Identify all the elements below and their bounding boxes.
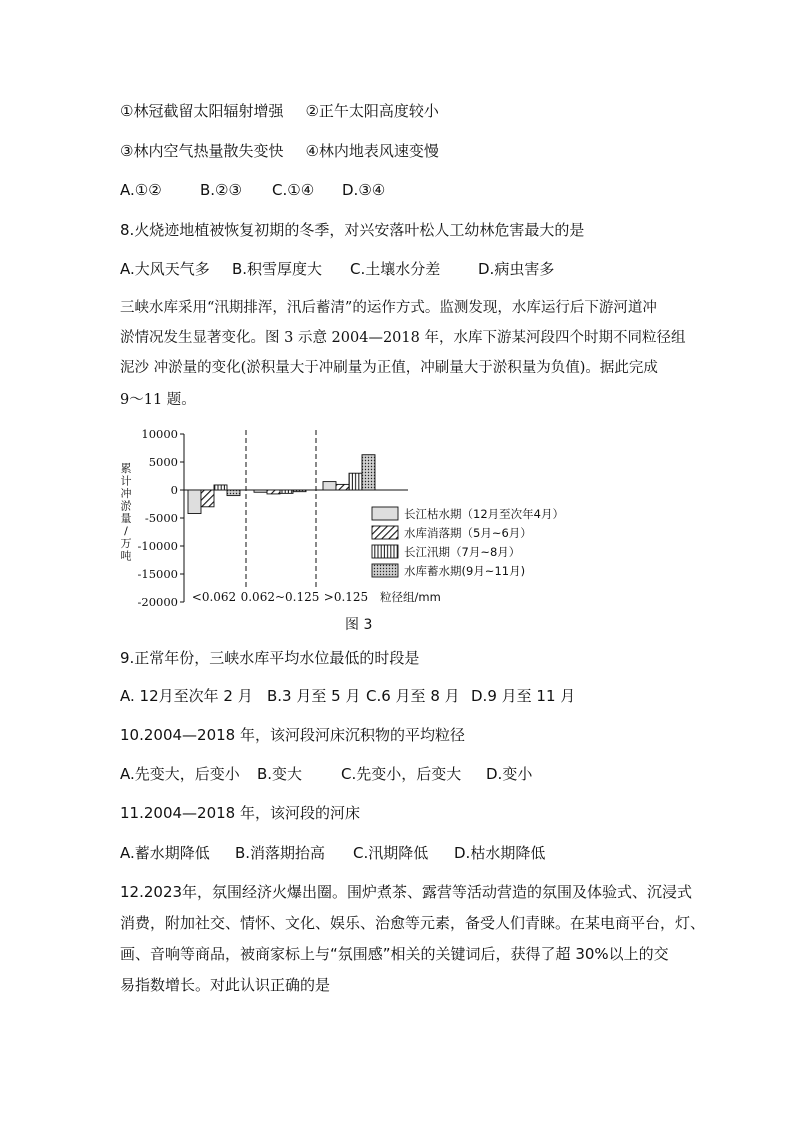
q8-option-d: D.病虫害多 [478, 260, 555, 278]
q11-options [120, 843, 545, 863]
sediment-chart-svg [118, 420, 608, 620]
legend-label-2: 水库消落期（5月~6月） [404, 526, 532, 540]
bar-4-group-2 [293, 490, 306, 492]
y-tick-label: -20000 [137, 595, 178, 609]
y-tick-label: 0 [170, 483, 178, 497]
bar-1-group-1 [188, 490, 201, 514]
passage-line-1: 三峡水库采用“汛期排浑，汛后蓄清”的运作方式。监测发现，水库运行后下游河道冲 [120, 300, 657, 316]
sediment-chart [118, 420, 608, 620]
y-axis-label-char: / [124, 524, 128, 538]
q9-option-b: B.3 月至 5 月 [267, 687, 361, 705]
q7-statement-3: ③林内空气热量散失变快 [120, 142, 284, 160]
q7-statement-1: ①林冠截留太阳辐射增强 [120, 102, 284, 120]
x-category-label: 0.062~0.125 [240, 590, 320, 604]
q7-options [120, 180, 385, 200]
y-tick-label: -10000 [137, 539, 178, 553]
bar-1-group-2 [254, 490, 267, 492]
y-axis-label-char: 量 [120, 512, 132, 525]
q8-option-c: C.土壤水分差 [350, 260, 441, 278]
y-tick-label: 10000 [141, 427, 178, 441]
bar-4-group-3 [362, 455, 375, 490]
q9-options [120, 686, 575, 706]
x-axis-label: 粒径组/mm [380, 590, 441, 604]
bar-3-group-2 [280, 490, 293, 493]
q7-option-b: B.②③ [200, 181, 242, 199]
legend-swatch-2 [372, 526, 398, 539]
figure-caption: 图 3 [345, 617, 373, 633]
x-category-label: <0.062 [191, 590, 237, 604]
q7-option-a: A.①② [120, 181, 162, 199]
q10-option-c: C.先变小，后变大 [341, 765, 462, 783]
q12-line-3: 画、音响等商品，被商家标上与“氛围感”相关的关键词后，获得了超 30%以上的交 [120, 945, 669, 963]
y-tick-label: -15000 [137, 567, 178, 581]
q9-option-c: C.6 月至 8 月 [366, 687, 460, 705]
q10-options [120, 764, 532, 784]
q7-statement-4: ④林内地表风速变慢 [305, 142, 439, 160]
q7-option-c: C.①④ [272, 181, 315, 199]
bar-2-group-1 [201, 490, 214, 507]
passage-line-2: 淤情况发生显著变化。图 3 示意 2004—2018 年，水库下游某河段四个时期不同粒径组 [120, 330, 686, 346]
q9-option-d: D.9 月至 11 月 [471, 687, 576, 705]
q10-option-d: D.变小 [486, 765, 533, 783]
q11-option-d: D.枯水期降低 [454, 844, 546, 862]
q12-line-1: 12.2023年，氛围经济火爆出圈。围炉煮茶、露营等活动营造的氛围及体验式、沉浸式 [120, 883, 693, 901]
y-axis-label-char: 冲 [120, 487, 132, 500]
x-category-label: >0.125 [323, 590, 369, 604]
q9-stem: 9.正常年份，三峡水库平均水位最低的时段是 [120, 649, 420, 667]
y-tick-label: -5000 [144, 511, 178, 525]
q8-stem: 8.火烧迹地植被恢复初期的冬季，对兴安落叶松人工幼林危害最大的是 [120, 221, 585, 239]
chart-bars [188, 455, 375, 514]
legend-label-3: 长江汛期（7月~8月） [404, 545, 521, 559]
q7-statements-row-1 [120, 101, 439, 121]
q11-option-b: B.消落期抬高 [235, 844, 326, 862]
q12-line-2: 消费，附加社交、情怀、文化、娱乐、治愈等元素，备受人们青睐。在某电商平台，灯、 [120, 914, 706, 932]
bar-2-group-2 [267, 490, 280, 494]
passage-line-3: 泥沙 冲淤量的变化(淤积量大于冲刷量为正值，冲刷量大于淤积量为负值)。据此完成 [120, 360, 658, 376]
bar-4-group-1 [227, 490, 240, 496]
bar-2-group-3 [336, 484, 349, 490]
bar-3-group-1 [214, 485, 227, 490]
y-axis-label-char: 万 [120, 537, 132, 550]
q7-option-d: D.③④ [342, 181, 386, 199]
passage-line-4: 9～11 题。 [120, 392, 196, 408]
q11-option-a: A.蓄水期降低 [120, 844, 210, 862]
chart-legend [372, 507, 564, 578]
q8-option-b: B.积雪厚度大 [232, 260, 323, 278]
q7-statements-row-2 [120, 141, 439, 161]
y-axis-label-char: 累 [120, 462, 132, 475]
q11-option-c: C.汛期降低 [353, 844, 429, 862]
y-tick-label: 5000 [148, 455, 178, 469]
y-axis-label-char: 计 [120, 474, 132, 488]
y-axis-label-char: 吨 [120, 549, 132, 563]
legend-label-1: 长江枯水期（12月至次年4月） [404, 507, 564, 521]
q12-line-4: 易指数增长。对此认识正确的是 [120, 976, 331, 994]
legend-swatch-1 [372, 507, 398, 520]
q8-options [120, 259, 554, 279]
q7-statement-2: ②正午太阳高度较小 [305, 102, 439, 120]
q10-option-b: B.变大 [257, 765, 303, 783]
legend-swatch-3 [372, 545, 398, 558]
q10-stem: 10.2004—2018 年，该河段河床沉积物的平均粒径 [120, 726, 465, 744]
legend-swatch-4 [372, 564, 398, 577]
q10-option-a: A.先变大，后变小 [120, 765, 240, 783]
q11-stem: 11.2004—2018 年，该河段的河床 [120, 804, 360, 822]
q8-option-a: A.大风天气多 [120, 260, 210, 278]
bar-3-group-3 [349, 473, 362, 490]
q9-option-a: A. 12月至次年 2 月 [120, 687, 253, 705]
bar-1-group-3 [323, 482, 336, 490]
y-axis-label-char: 淤 [120, 499, 132, 513]
legend-label-4: 水库蓄水期(9月~11月) [404, 564, 526, 578]
